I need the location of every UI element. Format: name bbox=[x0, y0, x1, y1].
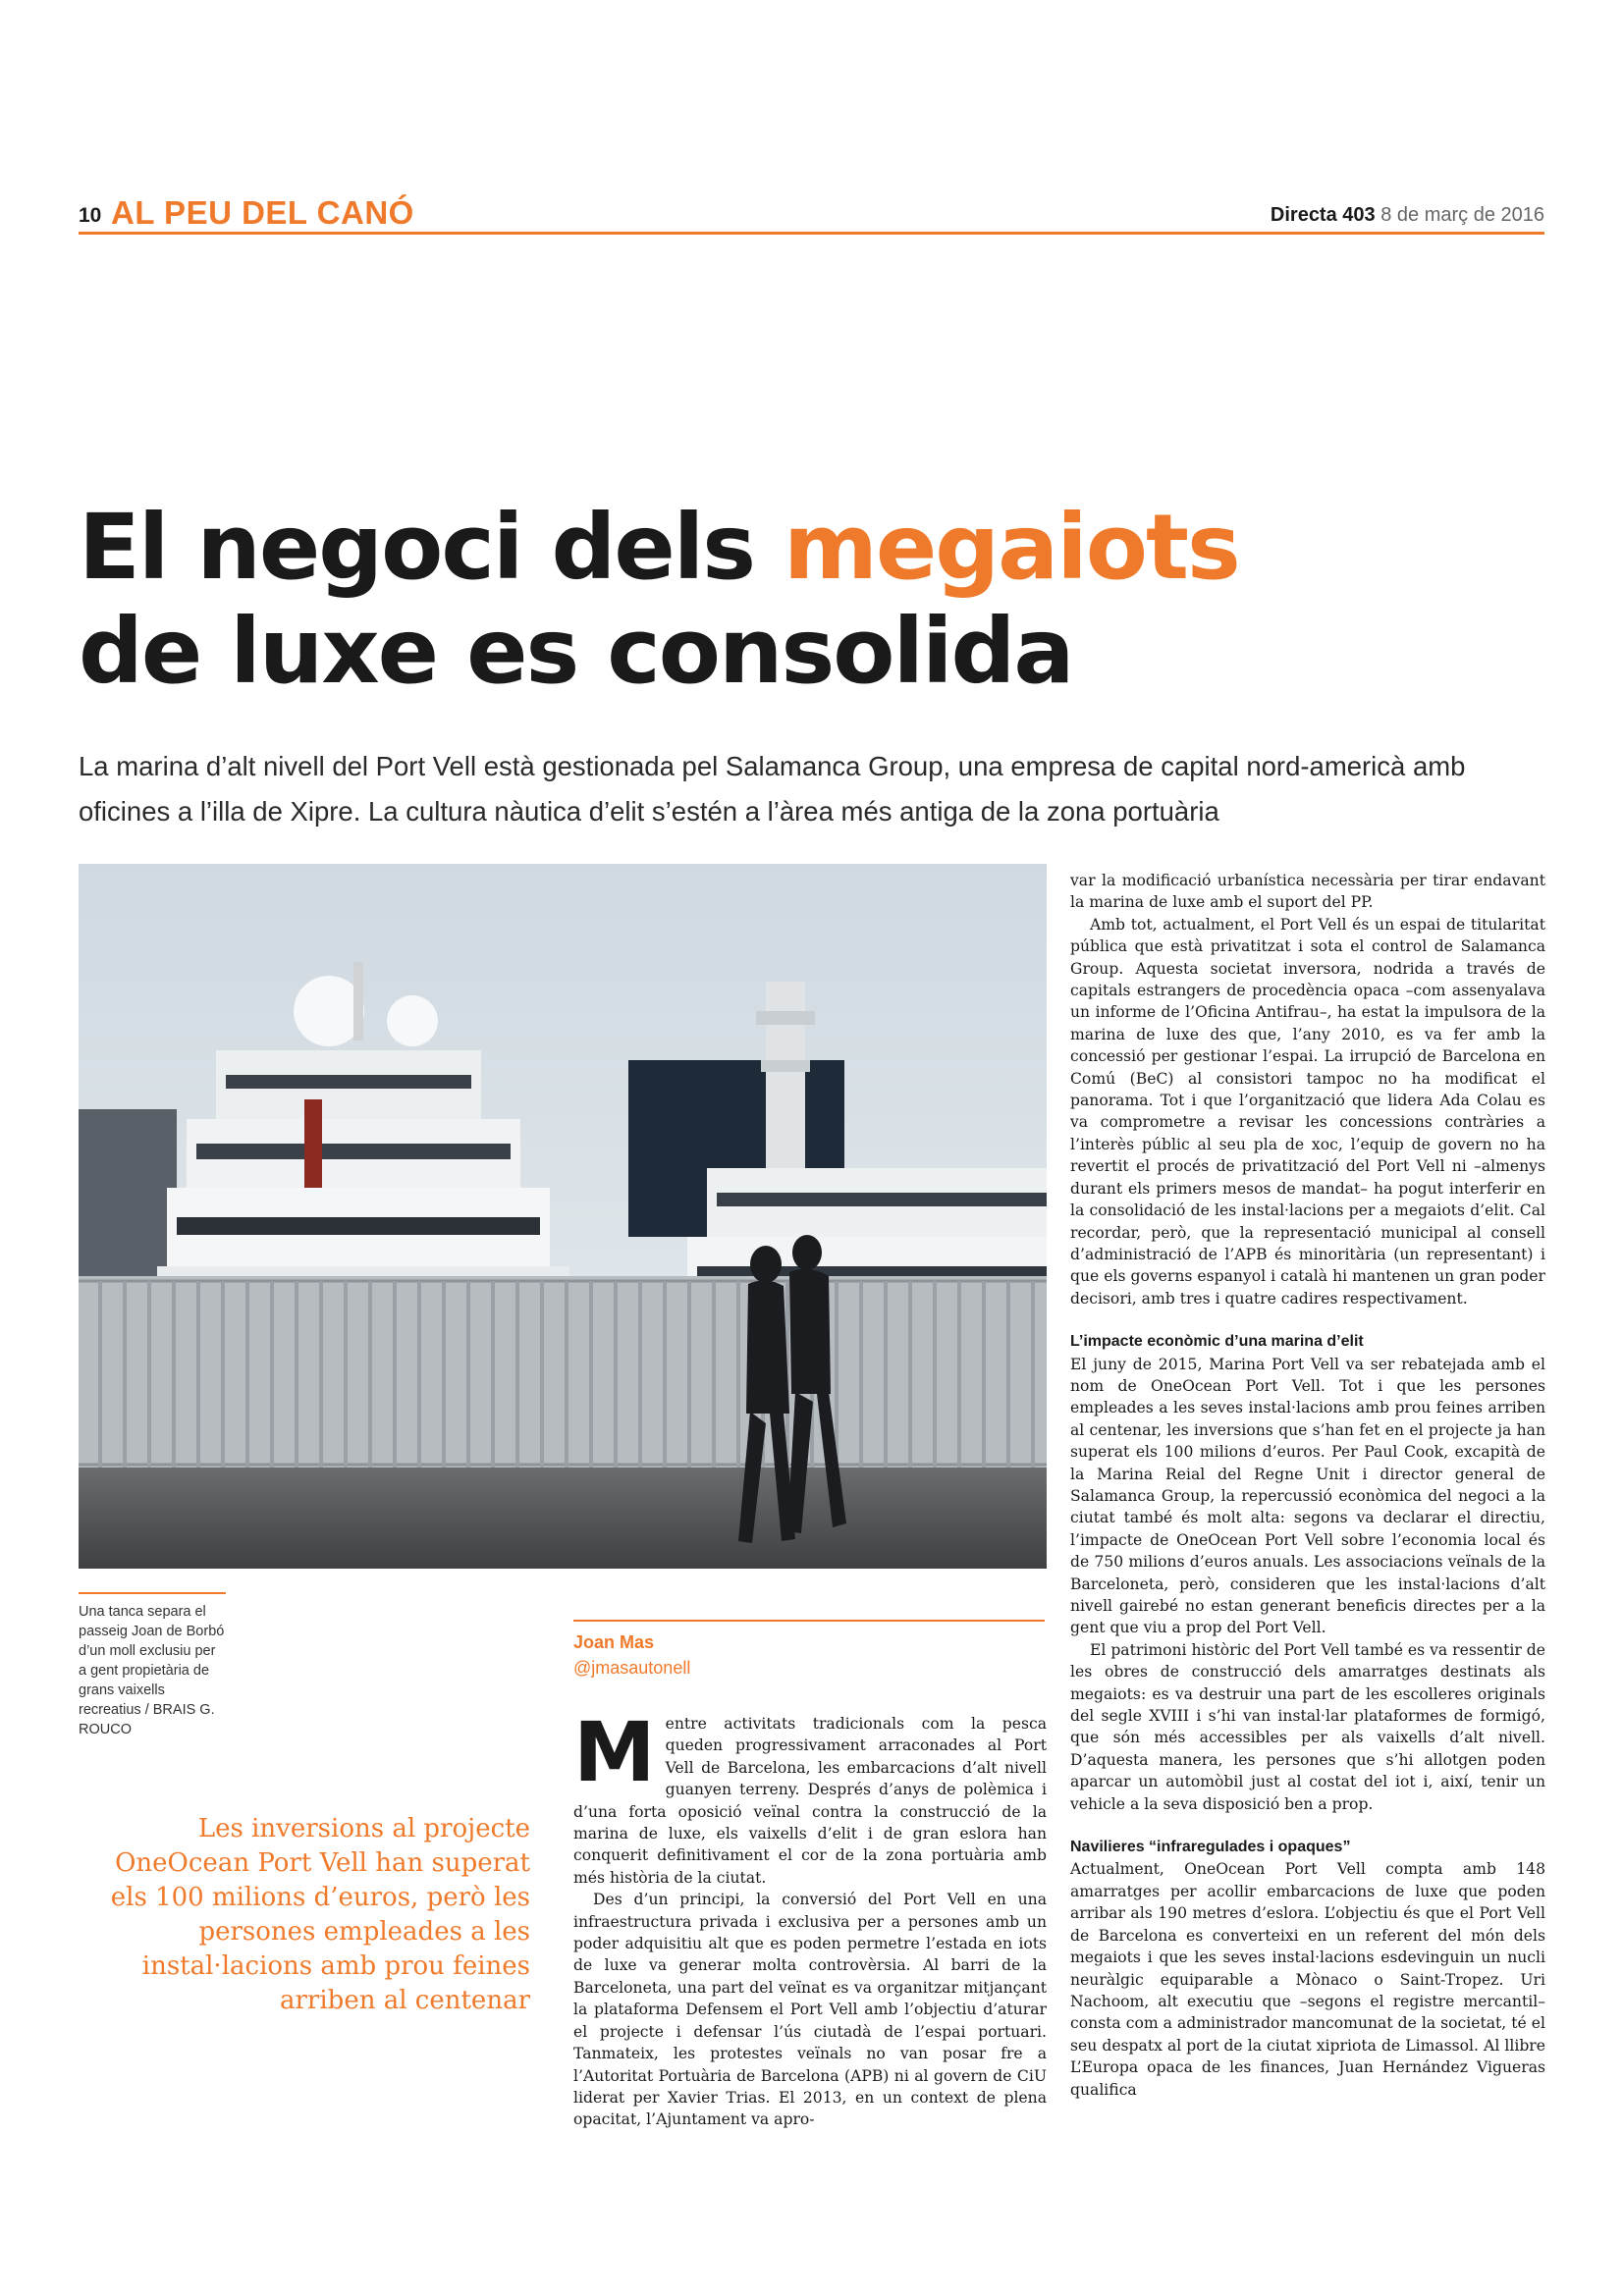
body-column-2 bbox=[1070, 870, 1545, 2101]
body-column-1 bbox=[573, 1704, 1047, 2131]
author-name: Joan Mas bbox=[573, 1632, 655, 1652]
header-rule bbox=[79, 232, 1544, 235]
article-photo bbox=[79, 864, 1047, 1569]
issue-date: 8 de març de 2016 bbox=[1380, 204, 1544, 226]
headline-part2: de luxe es consolida bbox=[79, 599, 1073, 704]
photo-caption: Una tanca separa el passeig Joan de Borbó d’un moll exclusiu per a gent propietària de grans vaixells recreatius / BRAIS G. ROUCO bbox=[79, 1592, 226, 1739]
headline-part1: El negoci dels bbox=[79, 495, 784, 600]
page-number: 10 bbox=[79, 204, 102, 227]
standfirst: La marina d’alt nivell del Port Vell està gestionada pel Salamanca Group, una empresa de capital nord-americà amb oficines a l’illa de Xipre. La cultura nàutica d’elit s’estén a l’àrea més antiga de la zona portuària bbox=[79, 751, 1466, 827]
section-title: AL PEU DEL CANÓ bbox=[111, 194, 414, 231]
publication-name: Directa 403 bbox=[1270, 204, 1376, 226]
subheading: L’impacte econòmic d’una marina d’elit bbox=[1070, 1333, 1364, 1351]
headline-accent: megaiots bbox=[784, 495, 1239, 600]
paragraph: El patrimoni històric del Port Vell també es va ressentir de les obres de construcció dels amarratges destinats als megaiots: es va destruir una part de les escolleres originals del segle XVIII i s’hi van instal·lar plataformes de formigó, que són més accessibles per als vaixells d’alt nivell. D’aquesta manera, les persones que s’hi allotgen poden aparcar un automòbil just al costat del iot i, així, tenir un vehicle a la seva disposició ben a prop. bbox=[1070, 1640, 1545, 1813]
page-header bbox=[79, 196, 1544, 236]
paragraph-text: entre activitats tradicionals com la pesca queden progressivament arraconades al Port Vell de Barcelona, les embarcacions d’alt nivell guanyen terreny. Després d’anys de polèmica i d’una forta oposició veïnal contra la construcció de la marina de luxe, els vaixells d’elit i de gran eslora han conquerit definitivament el cor de la zona portuària amb més història de la ciutat. bbox=[573, 1715, 1047, 1887]
subheading: Navilieres “infrareguIades i opaques” bbox=[1070, 1839, 1351, 1856]
paragraph: Des d’un principi, la conversió del Port Vell en una infraestructura privada i exclusiva per a persones amb un poder adquisitiu alt que es poden permetre l’estada en iots de luxe va generar molta controvèrsia. Al barri de la Barceloneta, una part del veïnat es va organitzar mitjançant la plataforma Defensem el Port Vell amb l’objectiu d’aturar el projecte i defensar l’ús ciutadà de l’espai portuari. Tanmateix, les protestes veïnals no van posar fre a l’Autoritat Portuària de Barcelona (APB) ni al govern de CiU liderat per Xavier Trias. El 2013, en un context de plena opacitat, l’Ajuntament va apro- bbox=[573, 1891, 1047, 2129]
drop-cap: M bbox=[573, 1704, 656, 1800]
byline bbox=[573, 1620, 1045, 1681]
issue-info bbox=[1271, 204, 1544, 227]
paragraph: Amb tot, actualment, el Port Vell és un espai de titularitat pública que està privatitzat i sota el control de Salamanca Group. Aquesta societat inversora, nodrida a través de capitals estrangers de procedència opaca –com assenyalava un informe de l’Oficina Antifrau–, ha estat la impulsora de la marina de luxe des que, l’any 2010, es va fer amb la concessió per gestionar l’espai. La irrupció de Barcelona en Comú (BeC) al consistori tampoc no ha modificat el panorama. Tot i que l’organització que lidera Ada Colau es va comprometre a revisar les concessions contràries a l’interès públic al seu pla de xoc, l’equip de govern no ha revertit el procés de privatització del Port Vell ni –almenys durant els primers mesos de mandat– ha pogut interferir en la consolidació de les instal·lacions per a megaiots d’elit. Cal recordar, però, que la representació municipal al consell d’administració de l’APB és minoritària (un representant) i que els governs espanyol i català hi mantenen un gran poder decisori, amb tres i quatre cadires respectivament. bbox=[1070, 915, 1545, 1308]
yachts-photo-illustration bbox=[79, 864, 1047, 1569]
headline bbox=[79, 496, 1551, 704]
paragraph: Actualment, OneOcean Port Vell compta amb 148 amarratges per acollir embarcacions de luxe que poden arribar als 190 metres d’eslora. L’objectiu és que el Port Vell de Barcelona es converteixi en un referent del món dels megaiots i que les seves instal·lacions esdevinguin un nucli neuràlgic equiparable a Mònaco o Saint-Tropez. Uri Nachoom, alt executiu que –segons el registre mercantil– consta com a administrador mancomunat de la societat, té el seu despatx al port de la ciutat xipriota de Limassol. Al llibre L’Europa opaca de les finances, Juan Hernández Vigueras qualifica bbox=[1070, 1860, 1545, 2099]
paragraph bbox=[573, 1704, 1047, 1889]
paragraph: El juny de 2015, Marina Port Vell va ser rebatejada amb el nom de OneOcean Port Vell. Tot i que les persones empleades a les seves instal·lacions amb prou feines arriben al centenar, les inversions que s’han fet en el projecte ja han superat els 100 milions d’euros. Per Paul Cook, excapità de la Marina Reial del Regne Unit i director general de Salamanca Group, la repercussió econòmica del negoci a la ciutat també és molt alta: segons va declarar el directiu, l’impacte de OneOcean Port Vell sobre l’economia local és de 750 milions d’euros anuals. Les associacions veïnals de la Barceloneta, però, consideren que les instal·lacions d’alt nivell gairebé no estan generant beneficis directes per a la gent que viu a prop del Port Vell. bbox=[1070, 1355, 1545, 1637]
paragraph: var la modificació urbanística necessària per tirar endavant la marina de luxe amb el suport del PP. bbox=[1070, 872, 1545, 912]
pull-quote: Les inversions al projecte OneOcean Port Vell han superat els 100 milions d’euros, però les persones empleades a les instal·lacions amb prou feines arriben al centenar bbox=[110, 1814, 530, 2015]
author-handle[interactable]: @jmasautonell bbox=[573, 1658, 691, 1678]
